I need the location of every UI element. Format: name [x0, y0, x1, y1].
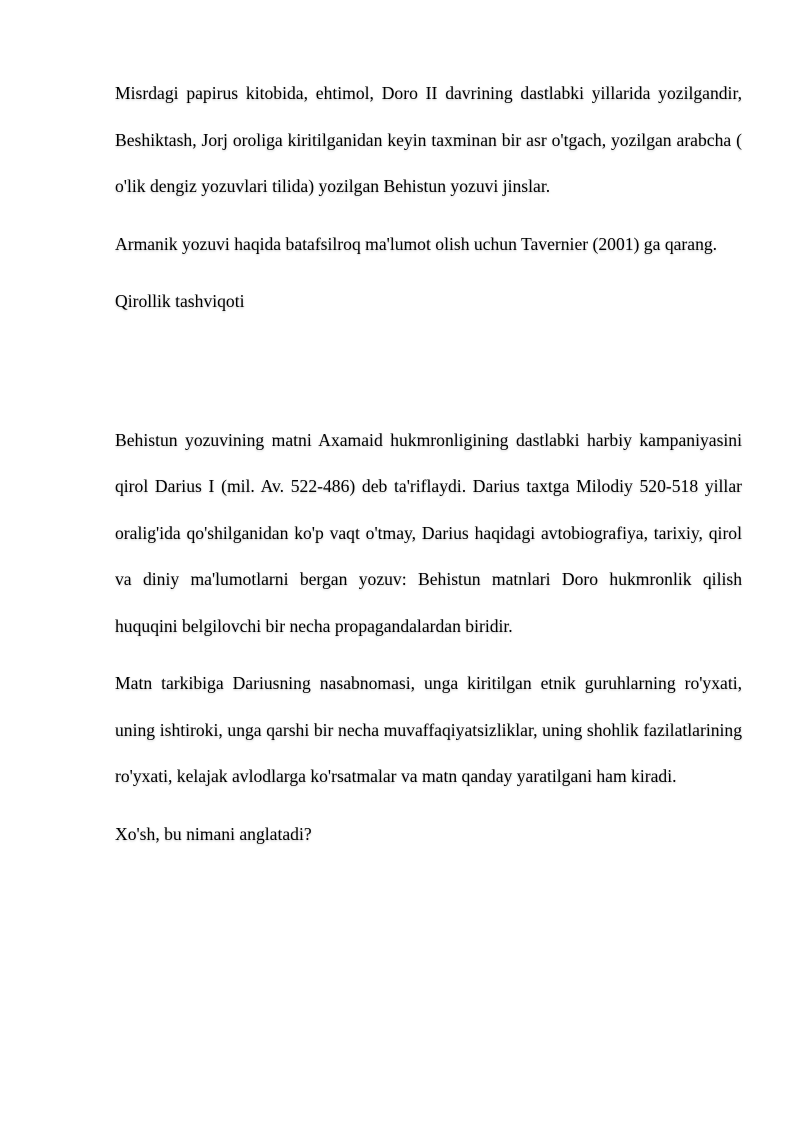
- paragraph-armanik: Armanik yozuvi haqida batafsilroq ma'lumot olish uchun Tavernier (2001) ga qarang.: [115, 233, 718, 254]
- paragraph-behistun-text: Behistun yozuvining matni Axamaid hukmronligining dastlabki harbiy kampaniyasini qirol Darius I (mil. Av. 522-486) deb ta'riflaydi. Darius taxtga Milodiy 520-518 yillar oralig'ida qo'shilganidan ko'p vaqt o'tmay, Darius haqidagi avtobiografiya, tarixiy, qirol va diniy ma'lumotlarni bergan yozuv: Behistun matnlari Doro hukmronlik qilish huquqini belgilovchi bir necha propagandalardan biridir.: [115, 429, 742, 636]
- document-page: [115, 70, 742, 857]
- section-heading: Qirollik tashviqoti: [115, 291, 245, 311]
- paragraph-contents: Matn tarkibiga Dariusning nasabnomasi, unga kiritilgan etnik guruhlarning ro'yxati, uning ishtiroki, unga qarshi bir necha muvaffaqiyatsizliklar, uning shohlik fazilatlarining ro'yxati, kelajak avlodlarga ko'rsatmalar va matn qanday yaratilgani ham kiradi.: [115, 673, 742, 786]
- paragraph-papyrus: Misrdagi papirus kitobida, ehtimol, Doro II davrining dastlabki yillarida yozilgandir, Beshiktash, Jorj oroliga kiritilganidan keyin taxminan bir asr o'tgach, yozilgan arabcha ( o'lik dengiz yozuvlari tilida) yozilgan Behistun yozuvi jinslar.: [115, 83, 742, 196]
- closing-question: Xo'sh, bu nimani anglatadi?: [115, 823, 312, 844]
- blank-spacer: [115, 325, 742, 417]
